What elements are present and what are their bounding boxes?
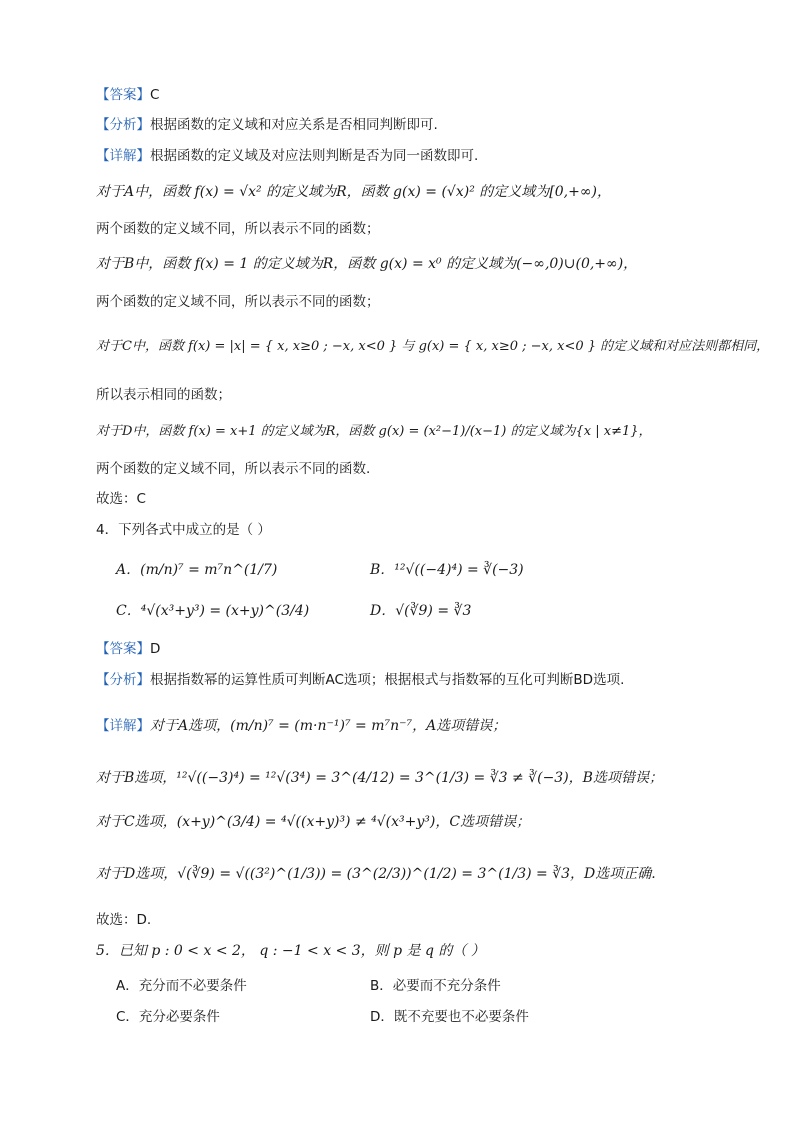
answer-value: C — [150, 87, 160, 103]
question-5-stem: 5．已知 p : 0 < x < 2， q : −1 < x < 3，则 p 是 q 的（ ） — [96, 943, 485, 959]
detail-3-a1: 对于A中，函数 f(x) = √x² 的定义域为R，函数 g(x) = (√x)² 的定义域为[0,+∞)， — [96, 184, 611, 200]
analysis-3 — [96, 115, 438, 135]
answer-3 — [96, 85, 159, 105]
detail-text: 对于A选项，(m/n)⁷ = (m·n⁻¹)⁷ = m⁷n⁻⁷，A选项错误； — [150, 718, 507, 734]
question-5-option-c: C．充分必要条件 — [116, 1009, 220, 1025]
analysis-4 — [96, 670, 624, 690]
question-4-option-a: A．(m/n)⁷ = m⁷n^(1/7) — [116, 562, 278, 578]
answer-value: D — [150, 641, 161, 657]
detail-3-c2: 所以表示相同的函数； — [96, 387, 231, 403]
detail-3-b1: 对于B中，函数 f(x) = 1 的定义域为R，函数 g(x) = x⁰ 的定义域为(−∞,0)∪(0,+∞)， — [96, 256, 638, 272]
detail-tag: 【详解】 — [96, 718, 150, 734]
answer-4 — [96, 639, 160, 659]
analysis-text: 根据函数的定义域和对应关系是否相同判断即可. — [150, 117, 438, 133]
question-5-option-a: A．充分而不必要条件 — [116, 978, 247, 994]
analysis-text: 根据指数幂的运算性质可判断AC选项；根据根式与指数幂的互化可判断BD选项. — [150, 672, 625, 688]
answer-tag: 【答案】 — [96, 87, 150, 103]
analysis-tag: 【分析】 — [96, 117, 150, 133]
detail-3-a2: 两个函数的定义域不同，所以表示不同的函数； — [96, 221, 380, 237]
detail-3-choose: 故选：C — [96, 491, 146, 507]
question-4-option-c: C．⁴√(x³+y³) = (x+y)^(3/4) — [116, 603, 310, 619]
detail-3-b2: 两个函数的定义域不同，所以表示不同的函数； — [96, 294, 380, 310]
answer-tag: 【答案】 — [96, 641, 150, 657]
detail-text: 根据函数的定义域及对应法则判断是否为同一函数即可. — [150, 148, 479, 164]
question-4-option-b: B．¹²√((−4)⁴) = ∛(−3) — [370, 562, 524, 578]
detail-3 — [96, 146, 478, 166]
detail-tag: 【详解】 — [96, 148, 150, 164]
question-4-option-d: D．√(∛9) = ∛3 — [370, 603, 472, 619]
detail-3-c1: 对于C中，函数 f(x) = |x| = { x, x≥0 ; −x, x<0 } 与 g(x) = { x, x≥0 ; −x, x<0 } 的定义域和对应法则都相同， — [96, 339, 770, 354]
detail-3-d1: 对于D中，函数 f(x) = x+1 的定义域为R，函数 g(x) = (x²−1)/(x−1) 的定义域为{x | x≠1}， — [96, 424, 652, 439]
detail-4-b: 对于B选项，¹²√((−3)⁴) = ¹²√(3⁴) = 3^(4/12) = 3^(1/3) = ∛3 ≠ ∛(−3)，B选项错误； — [96, 770, 663, 786]
question-5-option-b: B．必要而不充分条件 — [370, 978, 501, 994]
detail-4-c: 对于C选项，(x+y)^(3/4) = ⁴√((x+y)³) ≠ ⁴√(x³+y³)，C选项错误； — [96, 814, 531, 830]
detail-4-a — [96, 716, 506, 736]
question-4-stem: 4．下列各式中成立的是（ ） — [96, 522, 271, 538]
detail-3-d2: 两个函数的定义域不同，所以表示不同的函数. — [96, 461, 371, 477]
detail-4-d: 对于D选项，√(∛9) = √((3²)^(1/3)) = (3^(2/3))^(1/2) = 3^(1/3) = ∛3，D选项正确. — [96, 866, 656, 882]
detail-4-choose: 故选：D. — [96, 912, 152, 928]
analysis-tag: 【分析】 — [96, 672, 150, 688]
question-5-option-d: D．既不充要也不必要条件 — [370, 1009, 529, 1025]
